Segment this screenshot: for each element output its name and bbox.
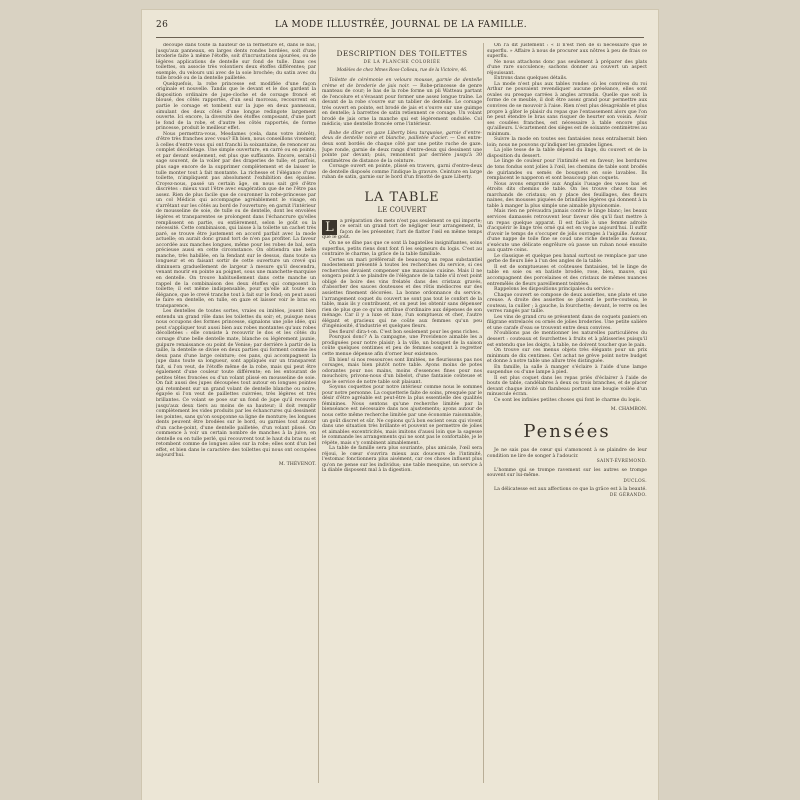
paragraph (322, 131, 482, 164)
paragraph: Nous permettra-vous, Mesdames (cela, dans votre intérêt), d'être très franches avec vous? Eh bien, nous conseillons vivement à celles d'entre vous qui ont franchi la soixantaine, de renoncer au complet décolletage. Une simple ouverture, en carré ou en pointe, et par devant seulement, est plus que suffisante. Encore, serait-il sage souvent, de la voiler par des draperies de tulle; et parfois, plus sage encore de la supprimer complètement et de laisser le tulle monter tout à fait montante. La richesse et l'élégance d'une toilette, n'impliquent pas absolument l'exhibition des épaules. Croyez-nous, passé un certain âge, on nous sait gré d'être discrètes : mieux vaut l'être avec exagération que de ne l'être pas assez. Rien de plus facile que de couronner la robe-princesse par un col Médicis qui accompagne agréablement le visage, en s'arrêtant sur les côtés au bord de l'ouverture; en garnit l'intérieur de mousseline de soie, de tulle ou de dentelle, dont les envolées légères et transparentes se prolongent dans l'échancrure qu'elles remplissent en partie, ou entièrement, selon le goût ou la nécessité. Cette combinaison, qui laisse à la toilette un cachet très paré, se trouve être justement en accord parfait avec la mode actuelle; on aurait donc grand tort de n'en pas profiter. La faveur accordée aux manches longues, même pour les robes de bal, sera précieuse aussi en cette circonstance. On obtiendra une belle manche, très habillée, en la fendant sur le dessus, dans toute sa longueur et en faisant sortir de cette ouverture un crevé qui diminuera graduellement de largeur à mesure qu'il descendra, venant mourir en pointe au poignet, sous une manchette-marquise en dentelle. On trouve habituellement dans cette manche un rappel de la combinaison des deux étoffes qui composent la toilette; il est même indispensable, pour qu'elle ait toute son élégance, que le crevé tranche tout à fait sur le fond; on peut aussi le faire en dentelle, en tulle, en gaze et laisser voir le bras en transparence. (156, 131, 316, 309)
paragraph: Nous avons emprunté aux Anglais l'usage des vases bas et étroits dits chemins de table. On les trouve chez tous les marchands de cristaux; on y place des feuillages, des fleurs naines, des mousses piquées de brindilles légères qui donnent à la table à manger la plus simple une aimable physionomie. (487, 181, 647, 209)
paragraph: découpé dans toute la hauteur de la fermeture et, dans le bas, jusqu'aux panneaux, en larges dents rondes bordées, soit d'une broderie faite à même l'étoffe, soit d'incrustations ajourées, ou de légères applications de dentelle sur fond de tulle. Dans ces toilettes, on associe très volontiers deux étoffes différentes; par exemple, du velours uni avec de la soie brochée; du satin avec du tulle brodé ou de la dentelle pailletée. (156, 43, 316, 82)
paragraph: Il est plus coquet dans les repas priés d'éclairer à l'aide de bouts de table, candélabres à deux ou trois branches, et de placer devant chaque invité un flambeau portant une bougie voilée d'un minuscule écran. (487, 375, 647, 398)
quote-author: SAINT-ÉVREMOND. (596, 459, 647, 465)
paragraph: Ne nous attachons donc pas seulement à préparer des plats d'une rare succulence; sachons donner au couvert un aspect réjouissant. (487, 59, 647, 76)
paragraph: Le linge de couleur pour l'intimité est en faveur; les bordures de tons fondus sont jolies à l'œil, les chemins de table sont brodés de guirlandes ou semés de bouquets en soie lavables. Ils remplacent le napperon et sont beaucoup plus coquets. (487, 159, 647, 182)
column-divider (483, 43, 484, 783)
paragraph: Les vins de grand cru se présentent dans de coquets paniers en filigrane entrelacés ou ornés de jolies broderies. Une petite salière et une carafe d'eau se trouvent entre deux convives. (487, 314, 647, 331)
paragraph-text: a préparation des mets n'est pas seulement ce qui importe; ce serait un grand tort de négliger leur arrangement, la façon de les présenter, l'art de flatter l'œil en même temps que le goût. (322, 218, 482, 241)
paragraph: Eh bien! si nos ressources sont limitées, ne fleurissons pas nos corsages, mais bien plutôt notre table. Ayons moins de potes odorantes pour nos mains, moins d'essences fines pour nos mouchoirs; privons-nous d'un bibelot, d'une fantaisie coûteuse et que le service de notre table soit plaisant. (322, 357, 482, 385)
paragraph: La table de famille sera plus souriante, plus amicale, l'œil sera réjoui, le cœur s'ouvrira mieux aux douceurs de l'intimité, l'estomac fonctionnera plus aisément, car ces choses influent plus qu'on ne pense sur les individus; une table mesquine, un service à la diable disposent mal à la digestion. (322, 446, 482, 474)
column-left (156, 43, 316, 783)
toilette-name: Toilette de cérémonie en velours mousse, garnie de dentelle crème et de broderie de jais noir. (322, 78, 482, 89)
column-divider (318, 43, 319, 783)
paragraph: Les dentelles de toutes sortes, vraies ou imitées, jouent bien entendu un grand rôle dans les toilettes du soir; et, puisque nous nous occupons des formes princesse, signalons une jolie idée, qui peut s'appliquer tout aussi bien aux robes montantes qu'aux robes décolletées : elle consiste à recouvrir le dos et les côtés du corsage d'une belle dentelle mate, blanche ou légèrement jaunie, guipure renaissance ou point de Venise; par derrière à partir de la taille, la dentelle se divise en deux parties qui forment comme les deux pans d'une large ceinture; ces pans, qui accompagnent la jupe dans toute sa longueur, sont appliqués sur un transparent fait, si l'on veut, de l'étoffe même de la robe, mais qui peut être également d'une couleur toute différente; en les entourant de petites têtes froncées ou d'un volant plissé en mousseline de soie. On fait aussi des jupes découpées tout autour en longues pointes qui retombent sur un grand volant de dentelle blanche ou noire, égayée si l'on veut de paillettes cuivrées, très légères et très brillantes. Ce volant se pose sur un fond de jupe qu'il recouvre jusqu'aux deux tiers au moins de sa hauteur; il doit remplir complètement les vides produits par les échancrures qui dessinent les pointes, sans qu'on soupçonne sa ligne de monture; les longues dents peuvent être brodées sur le bord, ou garnies tout autour d'un cache-point, d'une dentelle pailletée, d'un volant plissé. On commence à voir un certain nombre de manches à la juive, en dentelle ou en tulle perlé, qui recouvrent tout le haut du bras nu et retombent comme de longues ailes sur la robe; elles sont d'un bel effet, et bien dans le caractère des toilettes qui nous ont occupées aujourd'hui. (156, 309, 316, 459)
page-number: 26 (156, 20, 169, 30)
paragraph: Quelquefois, la robe princesse est modifiée d'une façon originale et nouvelle. Tandis que le devant et le dos gardent la disposition ordinaire de jupe-cloche et de corsage froncé et blousé, des côtés rapportés, d'un seul morceau, recouvrent en partie le corsage et tombent sur la jupe en deux panneaux, simulant des deux côtés d'une longue redingote largement ouverte. Ici encore, la diversité des étoffes composant, d'une part le fond de la robe, et d'autre les côtés rapportés, de forme princesse, produit le meilleur effet. (156, 81, 316, 132)
section-subtitle: DE LA PLANCHE COLORIÉE (363, 60, 441, 65)
drop-cap: L (322, 220, 337, 235)
header-rule (156, 37, 644, 38)
paragraph: Il est de somptueuses et coûteuses fantaisies, tel le linge de table en soie ou en batiste brodée, rose, bleu, mauve, qui accompagnent des porcelaines et des cristaux de mêmes nuances entremêlés de fleurs pareillement teintées. (487, 264, 647, 287)
quote-text: La délicatesse est aux affections ce que la grâce est à la beauté. (494, 487, 647, 493)
quote-text: Je ne sais pas de cœur qui s'amoncent à se plaindre de leur condition ne lire de songer à l'adoucir. (487, 448, 647, 459)
paragraph: Mais rien ne prévaudra jamais contre le linge blanc; les beaux services damassés retrouvent leur faveur dès qu'il faut mettre à un repas quelque apparat. Il est facile à une femme adroite d'acquérir le linge très orné qui est en vogue aujourd'hui. Il suffit d'avoir le temps de s'occuper de jolis ouvrages à l'aiguille. Autour d'une nappe de toile fine se coud une riche dentelle au fuseau, s'exécute une délicate engrêlure où passe un ruban noué ensuite aux quatre coins. (487, 209, 647, 254)
paragraph (322, 219, 482, 241)
column-right (487, 43, 647, 783)
paragraph: Pourquoi donc? A la campagne, une Providence aimable les a prodiguées pour notre plaisir; à la ville, un bouquet de la saison coûte quelques centimes et peu de femmes songent à regretter cette menue dépense afin d'orner leur existence. (322, 335, 482, 357)
paragraph: Ce sont les infinies petites choses qui font le charme du logis. (494, 398, 642, 403)
paragraph: N'oublions pas de mentionner les naturelles particulières du dessert : couteaux et fourchettes à fruits et à pâtisseries puisqu'il est entendu que les doigts, à table, ne doivent toucher que le pain. (487, 331, 647, 348)
paragraph: La jolie tesse de la table dépend du linge, du couvert et de la disposition du dessert. (487, 148, 647, 159)
pensees-title: Pensées (523, 421, 611, 443)
paragraph: Certes un mari préférerait de beaucoup un repas substantiel modestement présenté à toutes les recherches du service, si ces recherches devaient compenser une mauvaise cuisine. Mais il ne songera point à se plaindre de l'élégance de la table s'il n'est point obligé de boire des vins frelatés dans des cristaux gravés, d'absorber des sauces douteuses et des rôtis médiocres sur des assiettes finement décorées. La bonne ordonnance du service, l'arrangement coquet du couvert ne sont pas tout le confort de la table, mais ils y contribuent, et on peut les obtenir sans dépenser rien de plus que ce qu'on attribue d'ordinaire aux dépenses de son ménage. Car il y a luxe et luxe, l'un somptueux et cher, l'autre élégant et gracieux qui ne coûte aux femmes qu'un peu d'ingéniosité, d'industrie et quelques fleurs. (322, 257, 482, 330)
paragraph: On trouve sur ces menus objets très élégants pour un prix minimum de dix centimes. Cet achat ne grève point notre budget et donne à notre table une allure très distinguée. (487, 348, 647, 365)
journal-title: LA MODE ILLUSTRÉE, JOURNAL DE LA FAMILLE. (274, 20, 528, 30)
article-signature: M. CHAMBON. (610, 406, 647, 412)
quote (487, 487, 647, 498)
paragraph: Le classique et quelque peu banal surtout se remplace par une gerbe de fleurs liée à l'un des angles de la table. (487, 253, 647, 265)
paragraph (322, 78, 482, 128)
paragraph: Rappelons les dispositions principales du service : (494, 287, 614, 293)
paragraph: Soyons coquettes pour notre intérieur comme nous le sommes pour notre personne. La coquetterie faite de soins, presquée par le désir d'être agréable est peut-être la plus essentielle des qualités féminines. Nous sentons qu'une recherche limitée par la bienséance est nécessaire dans nos ajustements; ayons autour de nous cette même recherche limitée par une économie raisonnable, un goût discret et sûr. Ne copions qu'à bon escient ceux qui vivent dans une situation très brillante et pouvent se permettre de jolies et aimables excentricités, mais imitons d'aussi loin que la sagesse le commande les arrangements qui ne sont pas le confortable, je le répète, mais s'y combinent aimablement. (322, 385, 482, 446)
paragraph: Entrons dans quelques détails. (494, 76, 568, 82)
article-title: LA TABLE (364, 189, 440, 205)
article-subtitle: LE COUVERT (377, 205, 427, 214)
toilette-description: — Ces entre-deux sont bordés de chaque côté par une petite ruche de gaze. Jupe ronde, garnie de deux rangs d'entre-deux qui dessinent une pointe par devant; puis, remontent par derrière jusqu'à 30 centimètres de distance de la ceinture. (322, 136, 482, 164)
quote (487, 448, 647, 465)
paragraph: Corsage ouvert en pointe, plissé en travers, garni d'entre-deux de dentelle disposés comme l'indique la gravure. Ceinture en large ruban de satin, garnie sur le bord d'un frisotté de gaze Liberty. (322, 164, 482, 181)
paragraph: Des fleurs! dira-t-on. C'est bon seulement pour les gens riches. (329, 329, 480, 335)
section-note: Modèles de chez Mmes Ross-Colleau, rue de la Victoire, 46. (336, 68, 468, 73)
quote-author: DUCLOS. (623, 478, 647, 484)
article-signature: M. THÉVENOT. (278, 462, 316, 468)
paragraph: La mode n'est plus aux tables rondes où les convives du roi Arthur ne pouvaient revendiquer aucune préséance, elles sont ovales ou presque carrées à angles arrondis. Quelle que soit la forme de ce meuble, il doit être assez grand pour permettre aux convives de se mouvoir à l'aise. Rien n'est plus désagréable et plus propre à gâter le plaisir du repas que l'entassement alors que l'on ne peut étendre le bras sans risquer de heurter son voisin. Avoir ses coudées franches, est nécessaire à table encore plus qu'ailleurs. L'écartement des sièges est de soixante centimètres au minimum. (487, 81, 647, 137)
paragraph: On l'a dit justement : « Il n'est rien de si nécessaire que le superflu. » Affaire à nous de procurer aux nôtres à peu de frais ce superflu. (487, 43, 647, 60)
quote (487, 468, 647, 485)
toilette-name: Robe de dîner en gaze Liberty bleu turquoise, garnie d'entre-deux de dentelle noire et blanche, pailletée d'acier. (322, 130, 482, 142)
magazine-page (142, 10, 658, 800)
paragraph: En famille, la salle à manger s'éclaire à l'aide d'une lampe suspendue ou d'une lampe à pied. (487, 364, 647, 376)
running-header (156, 18, 646, 34)
paragraph: Suivre la mode en toutes ses fantaisies nous entraînerait bien loin; nous ne pouvons qu'indiquer les grandes lignes. (487, 137, 647, 148)
paragraph: On ne se dîne pas que ce sont là bagatelles insignifiantes, soins superflus, petits riens dont font fi les seigneurs du logis. C'est au contraire le charme, la grâce de la table familiale. (322, 241, 482, 258)
toilette-description: — Robe-princesse de genre manteau de cour; le bas de la robe forme un pli Watteau partant de l'encolure et s'évasant pour former une assez longue traîne. Le devant de la robe s'ouvre sur un tablier de dentelle. Le corsage très ouvert en pointe, est brodé de jais et s'ouvre sur une guimpe en dentelle; à barrettes de satin retiennent ce corsage. Un volant brodé de jais orne la manche qui est légèrement ondulée. Col médicis; une dentelle froncée orne l'intérieur. (322, 83, 482, 128)
paragraph: Chaque couvert se compose de deux assiettes, une plate et une creuse. A droite des assiettes se placent le porte-couteau, le couteau, la cuiller ; à gauche, la fourchette; devant, le verre ou les verres rangés par taille. (487, 292, 647, 315)
quote-text: L'homme qui se trompe ravement sur les autres se trompe souvent sur lui-même. (487, 467, 647, 479)
section-title: DESCRIPTION DES TOILETTES (336, 49, 468, 58)
column-middle (322, 43, 482, 783)
quote-author: DE GÉRANDO. (609, 492, 647, 498)
